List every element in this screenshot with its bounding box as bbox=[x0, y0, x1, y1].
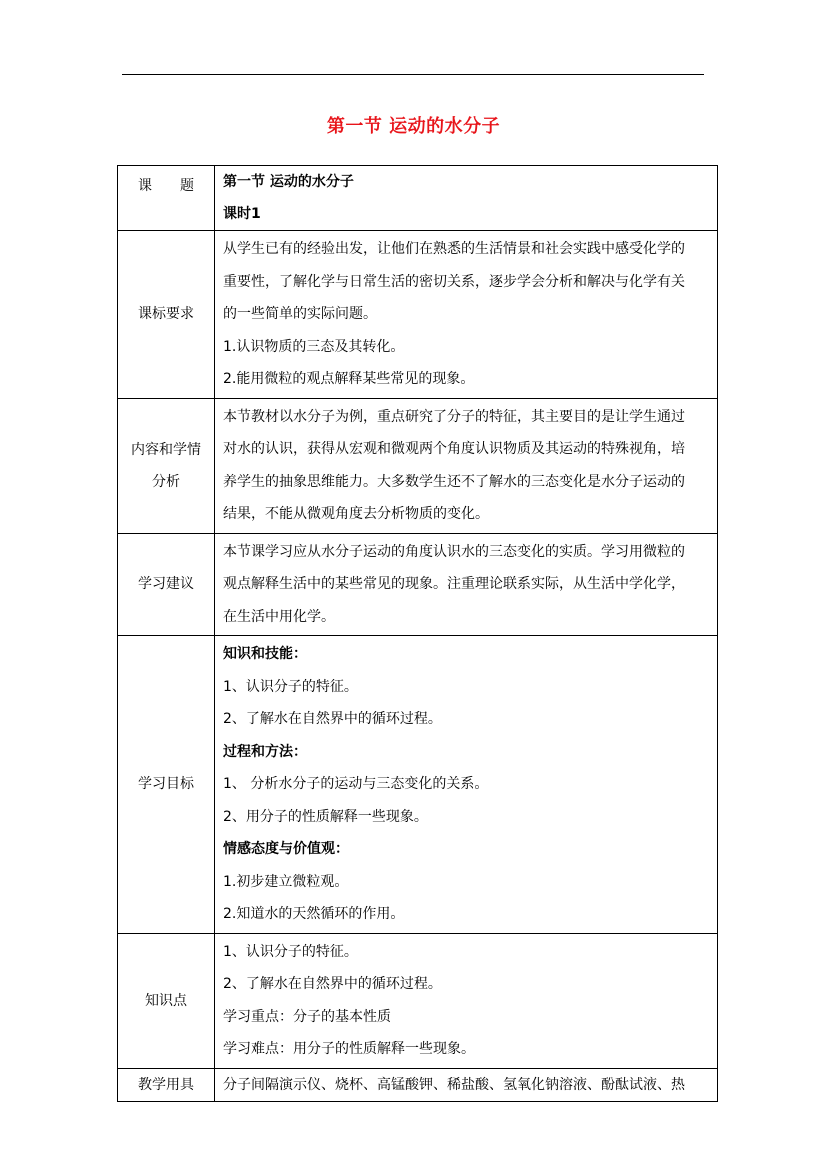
label-suggestion-text: 学习建议 bbox=[138, 576, 194, 593]
objectives-line: 1.初步建立微粒观。 bbox=[223, 873, 349, 890]
label-objectives bbox=[118, 636, 215, 934]
topic-period: 课时1 bbox=[223, 206, 261, 222]
curriculum-line: 从学生已有的经验出发，让他们在熟悉的生活情景和社会实践中感受化学的 bbox=[223, 241, 685, 257]
content-analysis-line: 养学生的抽象思维能力。大多数学生还不了解水的三态变化是水分子运动的 bbox=[223, 473, 685, 490]
objectives-process-heading: 过程和方法： bbox=[223, 743, 307, 760]
objectives-content bbox=[215, 636, 718, 934]
content-analysis-line: 结果，不能从微观角度去分析物质的变化。 bbox=[223, 506, 489, 522]
table-row-curriculum bbox=[118, 231, 718, 399]
tools-line: 分子间隔演示仪、烧杯、高锰酸钾、稀盐酸、氢氧化钠溶液、酚酞试液、热 bbox=[223, 1076, 685, 1093]
knowledge-points-content bbox=[215, 933, 718, 1068]
tools-content bbox=[215, 1068, 718, 1101]
label-suggestion bbox=[118, 533, 215, 636]
suggestion-line: 观点解释生活中的某些常见的现象。注重理论联系实际，从生活中学化学， bbox=[223, 576, 685, 592]
table-row-objectives bbox=[118, 636, 718, 934]
label-tools bbox=[118, 1068, 215, 1101]
content-analysis-line: 对水的认识，获得从宏观和微观两个角度认识物质及其运动的特殊视角，培 bbox=[223, 441, 685, 457]
lesson-plan-table bbox=[117, 165, 718, 1102]
topic-title: 第一节 运动的水分子 bbox=[223, 174, 354, 190]
knowledge-points-line: 1、认识分子的特征。 bbox=[223, 943, 358, 960]
suggestion-content bbox=[215, 533, 718, 636]
content-analysis-content bbox=[215, 398, 718, 533]
label-tools-text: 教学用具 bbox=[138, 1076, 194, 1093]
document-title: 第一节 运动的水分子 bbox=[326, 116, 501, 137]
table-row-suggestion bbox=[118, 533, 718, 636]
topic-content bbox=[215, 166, 718, 231]
curriculum-line: 1.认识物质的三态及其转化。 bbox=[223, 338, 405, 355]
objectives-knowledge-heading: 知识和技能： bbox=[223, 646, 307, 662]
table-row-tools bbox=[118, 1068, 718, 1101]
knowledge-points-line: 学习难点：用分子的性质解释一些现象。 bbox=[223, 1041, 475, 1057]
label-content-analysis-line1: 内容和学情 bbox=[131, 441, 201, 458]
suggestion-line: 在生活中用化学。 bbox=[223, 608, 335, 625]
label-content-analysis-line2: 分析 bbox=[152, 473, 180, 490]
header-rule bbox=[122, 74, 704, 75]
label-objectives-text: 学习目标 bbox=[138, 776, 194, 793]
curriculum-line: 重要性，了解化学与日常生活的密切关系，逐步学会分析和解决与化学有关 bbox=[223, 273, 685, 290]
table-row-content-analysis bbox=[118, 398, 718, 533]
objectives-line: 2、用分子的性质解释一些现象。 bbox=[223, 808, 428, 825]
label-knowledge-points-text: 知识点 bbox=[145, 992, 187, 1009]
label-knowledge-points bbox=[118, 933, 215, 1068]
objectives-line: 2.知道水的天然循环的作用。 bbox=[223, 906, 405, 922]
objectives-emotion-heading: 情感态度与价值观： bbox=[223, 841, 349, 857]
table-row-topic bbox=[118, 166, 718, 231]
objectives-line: 1、 分析水分子的运动与三态变化的关系。 bbox=[223, 776, 489, 792]
knowledge-points-line: 学习重点：分子的基本性质 bbox=[223, 1008, 391, 1025]
content-analysis-line: 本节教材以水分子为例，重点研究了分子的特征，其主要目的是让学生通过 bbox=[223, 408, 685, 425]
table-row-knowledge-points bbox=[118, 933, 718, 1068]
objectives-line: 2、了解水在自然界中的循环过程。 bbox=[223, 711, 442, 727]
label-curriculum-text: 课标要求 bbox=[138, 306, 194, 323]
label-curriculum bbox=[118, 231, 215, 399]
label-content-analysis bbox=[118, 398, 215, 533]
suggestion-line: 本节课学习应从水分子运动的角度认识水的三态变化的实质。学习用微粒的 bbox=[223, 543, 685, 560]
objectives-line: 1、认识分子的特征。 bbox=[223, 678, 358, 695]
label-topic bbox=[118, 166, 215, 231]
curriculum-line: 2.能用微粒的观点解释某些常见的现象。 bbox=[223, 371, 475, 387]
knowledge-points-line: 2、了解水在自然界中的循环过程。 bbox=[223, 976, 442, 992]
curriculum-content bbox=[215, 231, 718, 399]
label-topic-text: 课 题 bbox=[138, 178, 194, 194]
curriculum-line: 的一些简单的实际问题。 bbox=[223, 306, 377, 322]
